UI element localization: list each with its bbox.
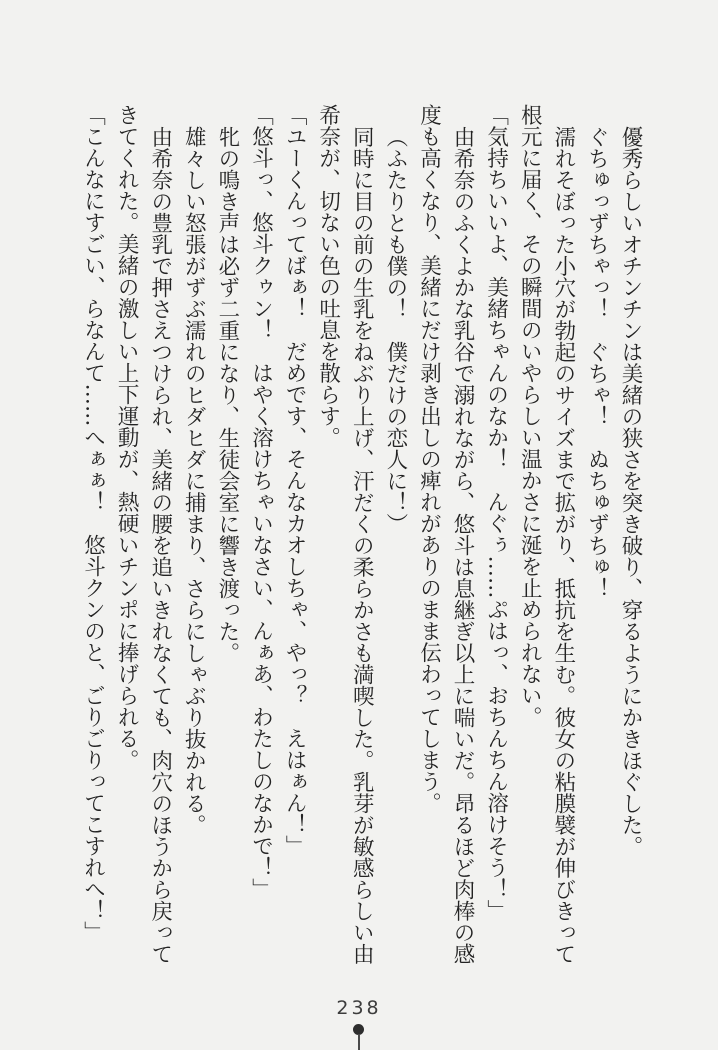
paragraph: ぐちゅっずちゃっ！ ぐちゃ！ ぬちゅずちゅ！ [584,125,610,599]
paragraph: 雄々しい怒張がずぶ濡れのヒダヒダに捕まり、さらにしゃぶり抜かれる。 [181,125,207,835]
paragraph-thought: （ふたりとも僕の！ 僕だけの恋人に！） [382,125,408,534]
paragraph: 優秀らしいオチンチンは美緒の狭さを突き破り、穿るようにかきほぐした。 [618,125,643,857]
paragraph: 濡れそぼった小穴が勃起のサイズまで拡がり、抵抗を生む。彼女の粘膜襞が伸びきって根元に届く、その瞬間のいやらしい温かさに涎を止められない。 [517,104,576,964]
page-marker-ornament [353,1024,365,1050]
paragraph: 同時に目の前の生乳をねぶり上げ、汗だくの柔らかさも満喫した。乳芽が敏感らしい由希奈が、切ない色の吐息を散らす。 [315,104,375,964]
paragraph: 由希奈のふくよかな乳谷で溺れながら、悠斗は息継ぎ以上に喘いだ。昂るほど肉棒の感度も高くなり、美緒にだけ剥き出しの痺れがありのまま伝わってしまう。 [416,104,476,964]
paragraph: 牝の鳴き声は必ず二重になり、生徒会室に響き渡った。 [214,125,240,663]
paragraph: 由希奈の豊乳で押さえつけられ、美緒の腰を追いきれなくても、肉穴のほうから戻ってきてくれた。美緒の激しい上下運動が、熱硬いチンポに捧げられる。 [114,104,173,964]
marker-stem-line [358,1034,360,1050]
paragraph-dialogue: 「悠斗っ、悠斗クゥン！ はやく溶けちゃいなさい、んぁあ、わたしのなかで！」 [248,104,274,900]
page-number: 238 [336,997,382,1019]
paragraph-dialogue: 「気持ちいいよ、美緒ちゃんのなか！ んぐぅ……ぷはっ、おちんちん溶けそう！」 [483,104,509,921]
paragraph-dialogue: 「ユーくんってばぁ！ だめです、そんなカオしちゃ、やっ？ えはぁん！」 [282,104,308,857]
vertical-text-area [69,104,647,965]
paragraph-dialogue: 「こんなにすごい、らなんて……へぁぁ！ 悠斗クンのと、ごりごりってこすれへ！」 [80,104,106,943]
